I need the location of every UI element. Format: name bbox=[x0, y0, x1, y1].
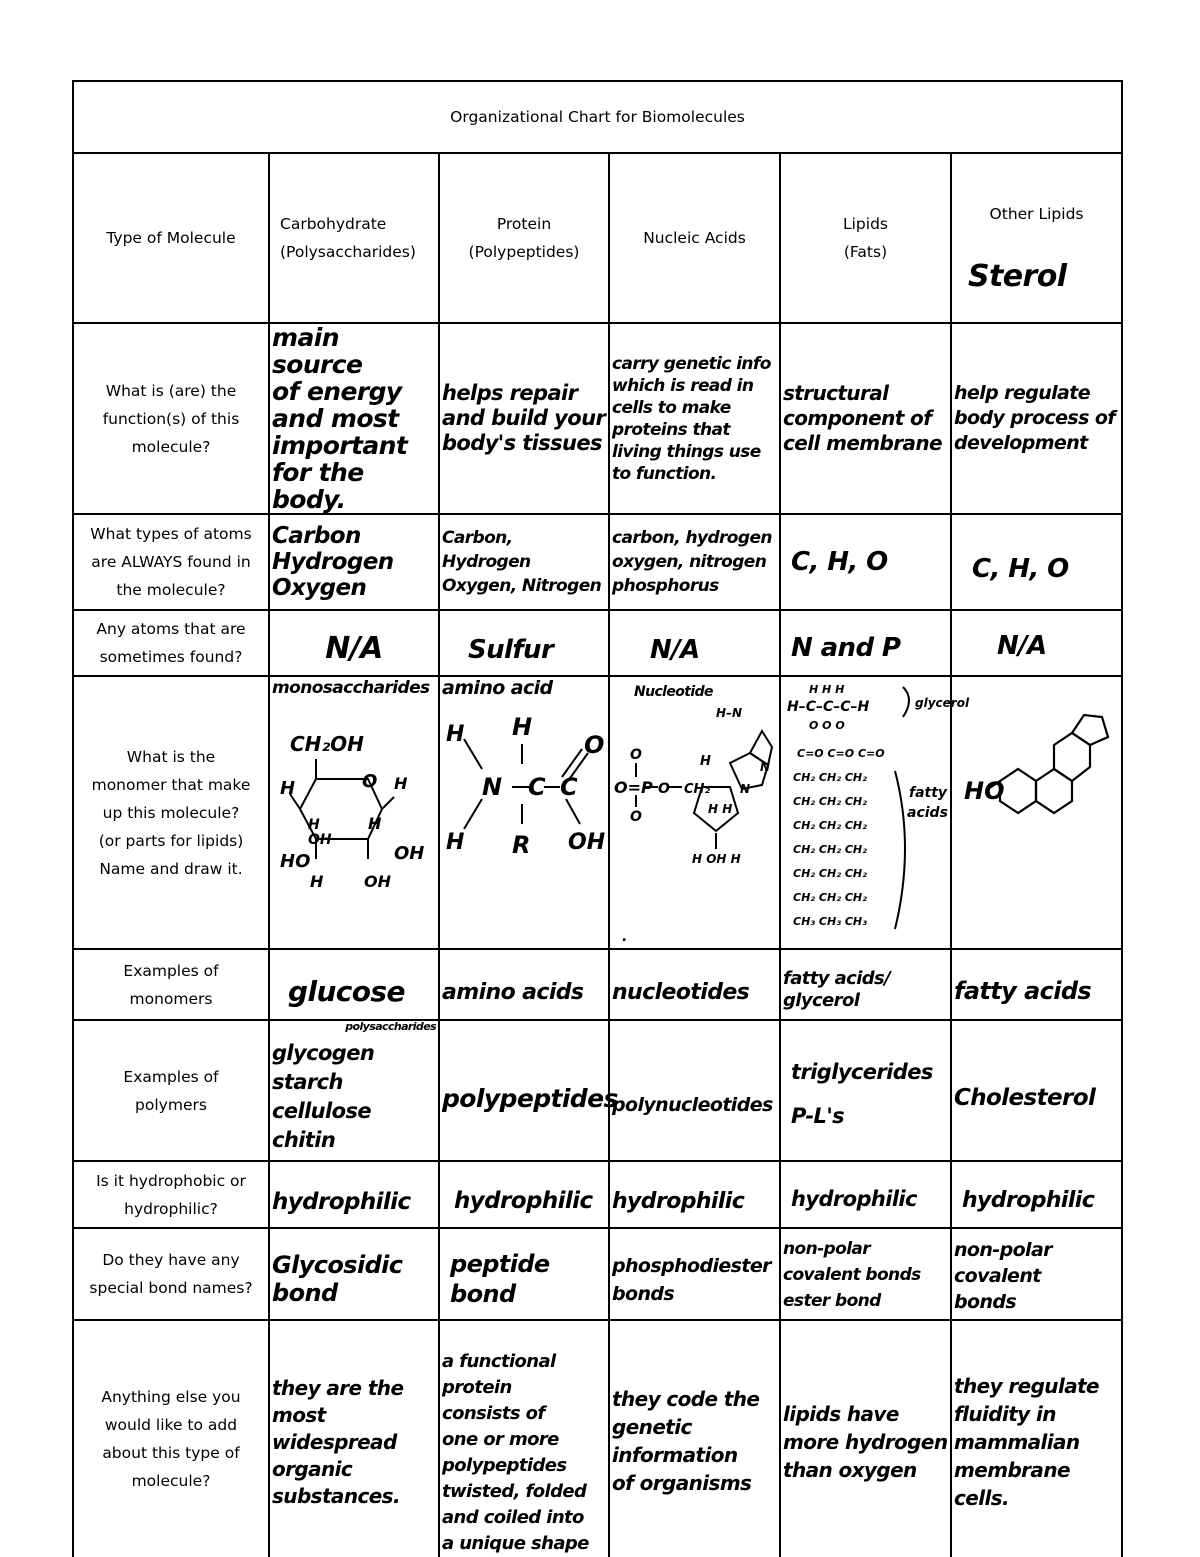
chart-title: Organizational Chart for Biomolecules bbox=[73, 81, 1122, 153]
bonds-carbohydrate: Glycosidic bond bbox=[269, 1228, 439, 1320]
examples-polymers-protein: polypeptides bbox=[439, 1020, 609, 1161]
sterol-ho-label: HO bbox=[964, 777, 1005, 805]
svg-text:H OH H: H OH H bbox=[692, 852, 741, 866]
examples-monomers-nucleic-acids: nucleotides bbox=[609, 949, 780, 1020]
function-carbohydrate: main source of energy and most important for the body. bbox=[269, 323, 439, 514]
svg-text:H: H bbox=[446, 722, 465, 747]
svg-text:O: O bbox=[362, 771, 378, 792]
examples-monomers-other-lipids: fatty acids bbox=[951, 949, 1122, 1020]
monomer-name-lipids: glycerol bbox=[915, 696, 970, 710]
other-protein bbox=[439, 1320, 609, 1557]
glucose-structure bbox=[272, 699, 436, 929]
other-other-lipids: they regulate fluidity in mammalian membrane cells. bbox=[951, 1320, 1122, 1557]
type-carbohydrate: Carbohydrate (Polysaccharides) bbox=[269, 153, 439, 323]
monomer-lipids-cell bbox=[780, 676, 970, 949]
row-other bbox=[73, 1320, 1122, 1557]
svg-text:H–N: H–N bbox=[716, 706, 743, 720]
svg-text:H: H bbox=[512, 713, 533, 741]
svg-text:CH₂: CH₂ bbox=[684, 782, 711, 797]
row-atoms-always bbox=[73, 514, 1122, 610]
nucleotide-structure bbox=[612, 703, 776, 945]
examples-polymers-carbohydrate-cell bbox=[269, 1020, 439, 1161]
other-protein-text: a functional protein consists of one or more polypeptides twisted, folded and coiled into a unique shape bbox=[442, 1351, 589, 1554]
bonds-nucleic-acids: phosphodiester bonds bbox=[609, 1228, 780, 1320]
type-note-sterol: Sterol bbox=[968, 259, 1067, 294]
type-protein: Protein (Polypeptides) bbox=[439, 153, 609, 323]
row-examples-polymers bbox=[73, 1020, 1122, 1161]
row-label-examples-polymers: Examples of polymers bbox=[73, 1020, 269, 1161]
svg-text:R: R bbox=[512, 831, 531, 859]
svg-text:H: H bbox=[446, 830, 465, 855]
monomer-carbohydrate-cell bbox=[269, 676, 439, 949]
atoms-sometimes-carbohydrate: N/A bbox=[269, 610, 439, 676]
function-other-lipids: help regulate body process of development bbox=[951, 323, 1122, 514]
row-function bbox=[73, 323, 1122, 514]
svg-text:H: H bbox=[310, 872, 324, 891]
monomer-name-carbohydrate: monosaccharides bbox=[272, 678, 430, 698]
examples-polymers-lipids: triglycerides P-L's bbox=[780, 1020, 951, 1161]
bonds-other-lipids: non-polar covalent bonds bbox=[951, 1228, 1122, 1320]
svg-text:O: O bbox=[630, 747, 642, 763]
svg-text:H: H bbox=[368, 814, 382, 833]
hydro-nucleic-acids: hydrophilic bbox=[609, 1161, 780, 1228]
atoms-always-protein: Carbon, Hydrogen Oxygen, Nitrogen bbox=[439, 514, 609, 610]
svg-text:N: N bbox=[760, 760, 771, 774]
hydro-carbohydrate: hydrophilic bbox=[269, 1161, 439, 1228]
examples-polymers-carbohydrate: glycogen starch cellulose chitin bbox=[272, 1041, 375, 1152]
type-lipids: Lipids (Fats) bbox=[780, 153, 951, 323]
row-monomer bbox=[73, 676, 1122, 949]
svg-text:OH: OH bbox=[364, 872, 391, 891]
svg-text:C: C bbox=[560, 773, 578, 801]
svg-text:N: N bbox=[482, 773, 503, 801]
sterol-structure bbox=[954, 677, 1118, 939]
amino-acid-structure bbox=[442, 699, 606, 929]
function-nucleic-acids: carry genetic info which is read in cells to make proteins that living things use to function. bbox=[609, 323, 780, 514]
svg-text:O O O: O O O bbox=[809, 719, 845, 732]
svg-text:H: H bbox=[700, 754, 711, 769]
svg-text:O: O bbox=[584, 731, 605, 759]
svg-text:O: O bbox=[658, 781, 670, 797]
svg-text:OH: OH bbox=[308, 832, 332, 848]
worksheet bbox=[72, 80, 1121, 1557]
monomer-nucleic-cell bbox=[609, 676, 780, 949]
svg-text:C=O C=O C=O: C=O C=O C=O bbox=[797, 747, 885, 760]
examples-monomers-carbohydrate: glucose bbox=[269, 949, 439, 1020]
row-examples-monomers bbox=[73, 949, 1122, 1020]
row-label-hydro: Is it hydrophobic or hydrophilic? bbox=[73, 1161, 269, 1228]
hydro-protein: hydrophilic bbox=[439, 1161, 609, 1228]
monomer-protein-cell bbox=[439, 676, 609, 949]
examples-polymers-nucleic-acids: polynucleotides bbox=[609, 1020, 780, 1161]
atoms-sometimes-lipids: N and P bbox=[780, 610, 951, 676]
atoms-always-nucleic-acids: carbon, hydrogen oxygen, nitrogen phosphorus bbox=[609, 514, 780, 610]
svg-text:.: . bbox=[622, 929, 628, 945]
svg-text:O=P: O=P bbox=[614, 778, 653, 797]
svg-text:OH: OH bbox=[568, 830, 606, 855]
row-hydro bbox=[73, 1161, 1122, 1228]
monomer-name-nucleic: Nucleotide bbox=[634, 684, 713, 700]
other-carbohydrate: they are the most widespread organic substances. bbox=[269, 1320, 439, 1557]
svg-text:CH₂ CH₂ CH₂: CH₂ CH₂ CH₂ bbox=[793, 771, 867, 784]
svg-text:CH₂ CH₂ CH₂: CH₂ CH₂ CH₂ bbox=[793, 795, 867, 808]
lipids-fatty-acids-label: fatty acids bbox=[907, 785, 948, 821]
row-type bbox=[73, 153, 1122, 323]
row-label-type: Type of Molecule bbox=[73, 153, 269, 323]
row-bonds bbox=[73, 1228, 1122, 1320]
type-other-lipids: Other Lipids bbox=[989, 205, 1084, 223]
svg-text:H: H bbox=[394, 774, 408, 793]
row-label-atoms-always: What types of atoms are ALWAYS found in the molecule? bbox=[73, 514, 269, 610]
svg-text:H: H bbox=[280, 778, 296, 799]
examples-monomers-protein: amino acids bbox=[439, 949, 609, 1020]
hydro-lipids: hydrophilic bbox=[780, 1161, 951, 1228]
row-label-monomer: What is the monomer that make up this molecule? (or parts for lipids) Name and draw it. bbox=[73, 676, 269, 949]
svg-text:OH: OH bbox=[394, 843, 425, 864]
svg-text:H: H bbox=[308, 817, 320, 833]
hydro-other-lipids: hydrophilic bbox=[951, 1161, 1122, 1228]
type-nucleic-acids: Nucleic Acids bbox=[609, 153, 780, 323]
function-protein: helps repair and build your body's tissues bbox=[439, 323, 609, 514]
svg-text:CH₂ CH₂ CH₂: CH₂ CH₂ CH₂ bbox=[793, 843, 867, 856]
row-label-bonds: Do they have any special bond names? bbox=[73, 1228, 269, 1320]
row-label-examples-monomers: Examples of monomers bbox=[73, 949, 269, 1020]
row-label-function: What is (are) the function(s) of this molecule? bbox=[73, 323, 269, 514]
row-label-atoms-sometimes: Any atoms that are sometimes found? bbox=[73, 610, 269, 676]
other-nucleic-acids: they code the genetic information of organisms bbox=[609, 1320, 780, 1557]
monomer-name-protein: amino acid bbox=[442, 677, 553, 699]
svg-text:CH₃ CH₃ CH₃: CH₃ CH₃ CH₃ bbox=[793, 915, 867, 928]
svg-text:CH₂ CH₂ CH₂: CH₂ CH₂ CH₂ bbox=[793, 867, 867, 880]
atoms-sometimes-nucleic-acids: N/A bbox=[609, 610, 780, 676]
examples-polymers-other-lipids: Cholesterol bbox=[951, 1020, 1122, 1161]
row-label-other: Anything else you would like to add about this type of molecule? bbox=[73, 1320, 269, 1557]
row-atoms-sometimes bbox=[73, 610, 1122, 676]
bonds-lipids: non-polar covalent bonds ester bond bbox=[780, 1228, 951, 1320]
function-lipids: structural component of cell membrane bbox=[780, 323, 951, 514]
atoms-always-other-lipids: C, H, O bbox=[951, 514, 1122, 610]
svg-text:CH₂ CH₂ CH₂: CH₂ CH₂ CH₂ bbox=[793, 891, 867, 904]
svg-text:O: O bbox=[630, 809, 642, 825]
examples-monomers-lipids: fatty acids/ glycerol bbox=[780, 949, 951, 1020]
svg-text:H H: H H bbox=[708, 802, 733, 816]
monomer-other-lipids-cell bbox=[951, 676, 1122, 949]
bonds-protein: peptide bond bbox=[439, 1228, 609, 1320]
svg-text:C: C bbox=[528, 773, 546, 801]
svg-text:HO: HO bbox=[280, 851, 311, 872]
svg-text:CH₂ CH₂ CH₂: CH₂ CH₂ CH₂ bbox=[793, 819, 867, 832]
svg-text:H H H: H H H bbox=[809, 683, 845, 696]
atoms-sometimes-other-lipids: N/A bbox=[951, 610, 1122, 676]
other-lipids: lipids have more hydrogen than oxygen bbox=[780, 1320, 951, 1557]
svg-text:H–C–C–C–H: H–C–C–C–H bbox=[787, 699, 870, 715]
triglyceride-structure bbox=[783, 677, 970, 939]
atoms-sometimes-protein: Sulfur bbox=[439, 610, 609, 676]
svg-text:CH₂OH: CH₂OH bbox=[290, 732, 364, 756]
polymer-note-carbohydrate: polysaccharides bbox=[345, 1020, 436, 1033]
biomolecule-chart bbox=[72, 80, 1123, 1557]
atoms-always-carbohydrate: Carbon Hydrogen Oxygen bbox=[269, 514, 439, 610]
atoms-always-lipids: C, H, O bbox=[780, 514, 951, 610]
type-other-lipids-cell bbox=[951, 153, 1122, 323]
svg-text:N: N bbox=[740, 782, 751, 796]
